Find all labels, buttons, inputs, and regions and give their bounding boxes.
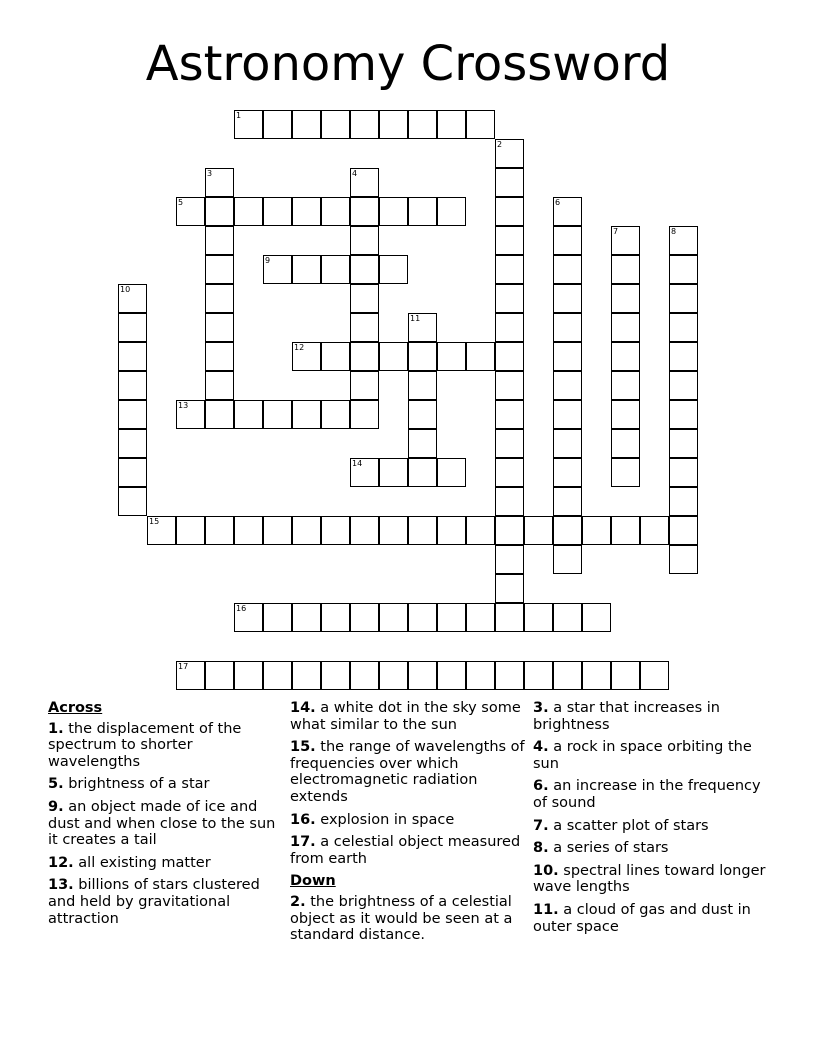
grid-cell[interactable] (350, 313, 379, 342)
clue-item-text: explosion in space (320, 811, 455, 828)
down-header: Down (290, 873, 336, 890)
grid-cell[interactable] (408, 197, 437, 226)
grid-cell[interactable] (350, 226, 379, 255)
clue-number: 2 (497, 140, 503, 149)
clue-item-number: 9. (48, 798, 64, 815)
grid-cell[interactable] (669, 371, 698, 400)
grid-cell[interactable] (118, 284, 147, 313)
grid-cell[interactable] (669, 400, 698, 429)
grid-cell[interactable] (669, 342, 698, 371)
grid-cell[interactable] (350, 400, 379, 429)
grid-cell[interactable] (495, 458, 524, 487)
grid-cell[interactable] (350, 255, 379, 284)
grid-cell[interactable] (669, 313, 698, 342)
grid-cell[interactable] (379, 110, 408, 139)
clue-item (290, 812, 526, 829)
grid-cell[interactable] (611, 458, 640, 487)
grid-cell[interactable] (495, 371, 524, 400)
clue-item-number: 4. (533, 739, 549, 756)
grid-cell[interactable] (553, 255, 582, 284)
grid-cell[interactable] (321, 255, 350, 284)
grid-cell[interactable] (408, 371, 437, 400)
grid-cell[interactable] (350, 110, 379, 139)
clue-number: 10 (120, 285, 131, 294)
grid-cell[interactable] (321, 110, 350, 139)
grid-cell[interactable] (553, 661, 582, 690)
grid-cell[interactable] (553, 197, 582, 226)
grid-cell[interactable] (640, 661, 669, 690)
grid-cell[interactable] (350, 661, 379, 690)
grid-cell[interactable] (118, 371, 147, 400)
grid-cell[interactable] (495, 661, 524, 690)
grid-cell[interactable] (379, 342, 408, 371)
grid-cell[interactable] (350, 284, 379, 313)
grid-cell[interactable] (669, 284, 698, 313)
grid-cell[interactable] (437, 458, 466, 487)
clue-column-2 (290, 700, 526, 950)
clue-item-text: a celestial object measured from earth (290, 834, 521, 867)
grid-cell[interactable] (553, 342, 582, 371)
grid-cell[interactable] (495, 574, 524, 603)
clue-item-number: 10. (533, 862, 559, 879)
clue-number: 12 (294, 343, 305, 352)
grid-cell[interactable] (640, 516, 669, 545)
clue-item-number: 8. (533, 840, 549, 857)
clue-number: 16 (236, 604, 247, 613)
grid-cell[interactable] (205, 313, 234, 342)
clue-item (290, 894, 526, 944)
clue-number: 6 (555, 198, 561, 207)
clue-item-text: all existing matter (78, 854, 211, 871)
grid-cell[interactable] (582, 661, 611, 690)
clue-item (290, 700, 526, 733)
clue-item (533, 863, 769, 896)
grid-cell[interactable] (176, 197, 205, 226)
grid-cell[interactable] (321, 197, 350, 226)
grid-cell[interactable] (350, 458, 379, 487)
grid-cell[interactable] (408, 400, 437, 429)
grid-cell[interactable] (408, 429, 437, 458)
grid-cell[interactable] (379, 603, 408, 632)
clue-item-text: a star that increases in brightness (533, 700, 720, 733)
clue-item-number: 15. (290, 739, 316, 756)
clue-item-text: an object made of ice and dust and when close to the sun it creates a tail (48, 798, 276, 849)
clue-item (533, 739, 769, 772)
grid-cell[interactable] (205, 226, 234, 255)
clue-item-text: brightness of a star (68, 776, 210, 793)
grid-cell[interactable] (205, 284, 234, 313)
grid-cell[interactable] (669, 487, 698, 516)
grid-cell[interactable] (205, 197, 234, 226)
grid-cell[interactable] (611, 313, 640, 342)
grid-cell[interactable] (205, 168, 234, 197)
grid-cell[interactable] (263, 197, 292, 226)
clue-item (290, 739, 526, 805)
grid-cell[interactable] (669, 516, 698, 545)
grid-cell[interactable] (611, 516, 640, 545)
grid-cell[interactable] (263, 661, 292, 690)
clue-item-number: 2. (290, 893, 306, 910)
grid-cell[interactable] (582, 603, 611, 632)
grid-cell[interactable] (524, 661, 553, 690)
clue-item-text: a series of stars (553, 840, 669, 857)
grid-cell[interactable] (321, 661, 350, 690)
grid-cell[interactable] (234, 661, 263, 690)
grid-cell[interactable] (553, 429, 582, 458)
grid-cell[interactable] (582, 516, 611, 545)
clue-item-number: 7. (533, 817, 549, 834)
grid-cell[interactable] (553, 400, 582, 429)
clue-number: 17 (178, 662, 189, 671)
clue-item-number: 12. (48, 854, 74, 871)
grid-cell[interactable] (611, 429, 640, 458)
grid-cell[interactable] (205, 400, 234, 429)
grid-cell[interactable] (495, 342, 524, 371)
clue-number: 15 (149, 517, 160, 526)
grid-cell[interactable] (495, 313, 524, 342)
grid-cell[interactable] (466, 110, 495, 139)
clue-item-number: 17. (290, 834, 316, 851)
clue-column-1 (48, 700, 284, 933)
clue-number: 1 (236, 111, 242, 120)
grid-cell[interactable] (263, 400, 292, 429)
clue-item-number: 6. (533, 778, 549, 795)
grid-cell[interactable] (350, 371, 379, 400)
grid-cell[interactable] (553, 545, 582, 574)
grid-cell[interactable] (611, 400, 640, 429)
grid-cell[interactable] (176, 661, 205, 690)
clue-item (290, 834, 526, 867)
grid-cell[interactable] (495, 284, 524, 313)
grid-cell[interactable] (379, 661, 408, 690)
clue-number: 13 (178, 401, 189, 410)
clue-item (533, 818, 769, 835)
grid-cell[interactable] (379, 255, 408, 284)
clue-item-number: 5. (48, 776, 64, 793)
clue-item (48, 855, 284, 872)
clue-item-text: the range of wavelengths of frequencies over which electromagnetic radiation extends (290, 739, 525, 805)
grid-cell[interactable] (408, 458, 437, 487)
grid-cell[interactable] (379, 458, 408, 487)
grid-cell[interactable] (553, 371, 582, 400)
grid-cell[interactable] (118, 400, 147, 429)
clue-number: 9 (265, 256, 271, 265)
grid-cell[interactable] (350, 342, 379, 371)
grid-cell[interactable] (437, 110, 466, 139)
grid-cell[interactable] (234, 197, 263, 226)
grid-cell[interactable] (437, 197, 466, 226)
grid-cell[interactable] (437, 516, 466, 545)
grid-cell[interactable] (205, 342, 234, 371)
grid-cell[interactable] (263, 255, 292, 284)
grid-cell[interactable] (611, 342, 640, 371)
grid-cell[interactable] (495, 603, 524, 632)
grid-cell[interactable] (234, 110, 263, 139)
grid-cell[interactable] (176, 400, 205, 429)
grid-cell[interactable] (205, 371, 234, 400)
clue-item-text: a rock in space orbiting the sun (533, 739, 752, 772)
grid-cell[interactable] (466, 342, 495, 371)
grid-cell[interactable] (292, 342, 321, 371)
grid-cell[interactable] (118, 429, 147, 458)
grid-cell[interactable] (553, 284, 582, 313)
grid-cell[interactable] (408, 603, 437, 632)
grid-cell[interactable] (350, 168, 379, 197)
grid-cell[interactable] (263, 110, 292, 139)
clue-item (533, 778, 769, 811)
grid-cell[interactable] (118, 487, 147, 516)
clue-column-3 (533, 700, 769, 941)
grid-cell[interactable] (234, 400, 263, 429)
clue-item-text: a scatter plot of stars (553, 817, 709, 834)
grid-cell[interactable] (437, 342, 466, 371)
clue-item-text: the displacement of the spectrum to shorter wavelengths (48, 720, 242, 770)
clue-number: 14 (352, 459, 363, 468)
clue-item (533, 902, 769, 935)
grid-cell[interactable] (147, 516, 176, 545)
clue-item-number: 3. (533, 700, 549, 716)
clue-item (533, 840, 769, 857)
grid-cell[interactable] (292, 197, 321, 226)
grid-cell[interactable] (321, 400, 350, 429)
clue-item-text: billions of stars clustered and held by gravitational attraction (48, 877, 260, 927)
grid-cell[interactable] (408, 661, 437, 690)
clue-item (48, 721, 284, 771)
grid-cell[interactable] (408, 342, 437, 371)
grid-cell[interactable] (466, 516, 495, 545)
grid-cell[interactable] (321, 342, 350, 371)
grid-cell[interactable] (611, 255, 640, 284)
grid-cell[interactable] (495, 255, 524, 284)
grid-cell[interactable] (292, 110, 321, 139)
grid-cell[interactable] (437, 603, 466, 632)
grid-cell[interactable] (350, 197, 379, 226)
clue-item-number: 16. (290, 811, 316, 828)
grid-cell[interactable] (524, 603, 553, 632)
grid-cell[interactable] (263, 603, 292, 632)
across-header: Across (48, 700, 103, 716)
clue-item-text: a white dot in the sky some what similar to the sun (290, 700, 521, 733)
clue-item (48, 799, 284, 849)
grid-cell[interactable] (176, 516, 205, 545)
grid-cell[interactable] (495, 139, 524, 168)
grid-cell[interactable] (408, 110, 437, 139)
grid-cell[interactable] (553, 603, 582, 632)
grid-cell[interactable] (205, 516, 234, 545)
grid-cell[interactable] (553, 487, 582, 516)
grid-cell[interactable] (379, 197, 408, 226)
grid-cell[interactable] (379, 516, 408, 545)
grid-cell[interactable] (466, 603, 495, 632)
grid-cell[interactable] (611, 284, 640, 313)
grid-cell[interactable] (495, 487, 524, 516)
clue-item-number: 1. (48, 720, 64, 737)
grid-cell[interactable] (553, 458, 582, 487)
grid-cell[interactable] (118, 458, 147, 487)
grid-cell[interactable] (669, 429, 698, 458)
grid-cell[interactable] (669, 458, 698, 487)
clue-item (48, 877, 284, 927)
grid-cell[interactable] (118, 313, 147, 342)
clue-number: 3 (207, 169, 213, 178)
grid-cell[interactable] (495, 226, 524, 255)
grid-cell[interactable] (495, 516, 524, 545)
grid-cell[interactable] (611, 226, 640, 255)
clue-item-text: spectral lines toward longer wave lengths (533, 862, 766, 896)
grid-cell[interactable] (495, 400, 524, 429)
grid-cell[interactable] (292, 255, 321, 284)
grid-cell[interactable] (669, 545, 698, 574)
clue-number: 11 (410, 314, 421, 323)
grid-cell[interactable] (524, 516, 553, 545)
grid-cell[interactable] (553, 226, 582, 255)
grid-cell[interactable] (234, 516, 263, 545)
clue-number: 7 (613, 227, 619, 236)
clue-item-number: 13. (48, 877, 74, 894)
clue-item-number: 11. (533, 901, 559, 918)
grid-cell[interactable] (408, 516, 437, 545)
clue-number: 4 (352, 169, 358, 178)
clue-item-text: a cloud of gas and dust in outer space (533, 901, 751, 935)
grid-cell[interactable] (118, 342, 147, 371)
grid-cell[interactable] (292, 661, 321, 690)
grid-cell[interactable] (495, 168, 524, 197)
grid-cell[interactable] (321, 516, 350, 545)
clue-item-number: 14. (290, 700, 316, 716)
grid-cell[interactable] (495, 429, 524, 458)
grid-cell[interactable] (292, 400, 321, 429)
grid-cell[interactable] (408, 313, 437, 342)
grid-cell[interactable] (292, 603, 321, 632)
grid-cell[interactable] (466, 661, 495, 690)
grid-cell[interactable] (495, 197, 524, 226)
grid-cell[interactable] (553, 313, 582, 342)
grid-cell[interactable] (263, 516, 292, 545)
clue-number: 5 (178, 198, 184, 207)
grid-cell[interactable] (495, 545, 524, 574)
clue-item (533, 700, 769, 733)
grid-cell[interactable] (669, 255, 698, 284)
clue-item-text: the brightness of a celestial object as it would be seen at a standard distance. (290, 893, 513, 944)
clue-item-text: an increase in the frequency of sound (533, 778, 761, 811)
grid-cell[interactable] (350, 516, 379, 545)
grid-cell[interactable] (437, 661, 466, 690)
grid-cell[interactable] (321, 603, 350, 632)
grid-cell[interactable] (669, 226, 698, 255)
grid-cell[interactable] (234, 603, 263, 632)
grid-cell[interactable] (611, 661, 640, 690)
grid-cell[interactable] (553, 516, 582, 545)
grid-cell[interactable] (350, 603, 379, 632)
grid-cell[interactable] (292, 516, 321, 545)
grid-cell[interactable] (205, 255, 234, 284)
clue-number: 8 (671, 227, 677, 236)
clue-item (48, 776, 284, 793)
grid-cell[interactable] (611, 371, 640, 400)
page-title: Astronomy Crossword (145, 36, 671, 92)
grid-cell[interactable] (205, 661, 234, 690)
